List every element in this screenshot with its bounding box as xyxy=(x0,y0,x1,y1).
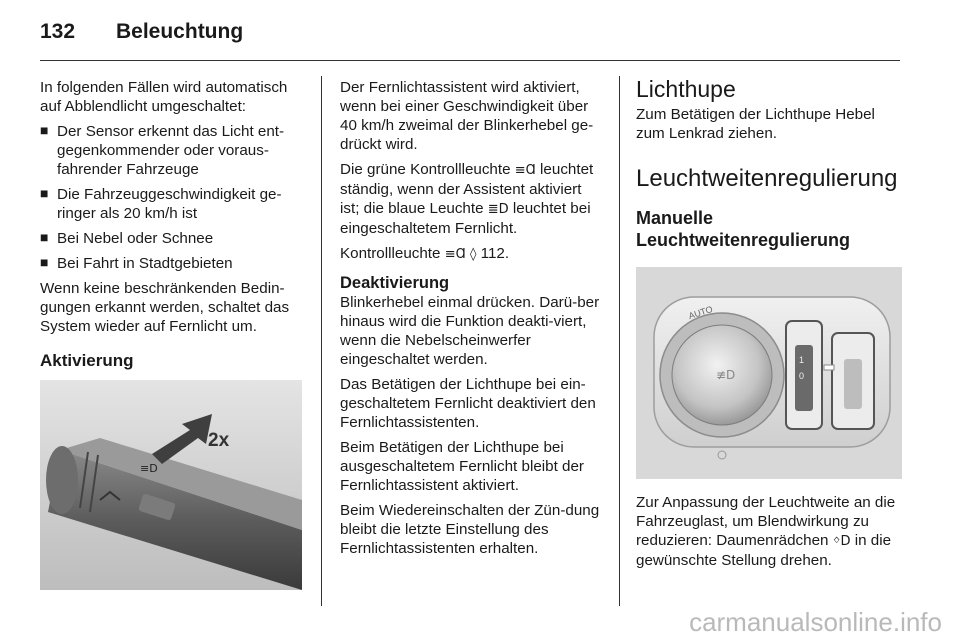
section-heading-aktivierung: Aktivierung xyxy=(40,351,134,370)
list-item-text: Bei Fahrt in Stadtgebieten xyxy=(57,255,233,272)
high-beam-icon: ≣D xyxy=(487,202,509,217)
bullet-icon: ■ xyxy=(40,185,49,201)
list-item-text: Der Sensor erkennt das Licht ent-gegenkommender oder voraus-fahrender Fahrzeuge xyxy=(57,123,285,178)
high-beam-assist-icon: ≡Ɑ xyxy=(444,247,466,262)
list-item xyxy=(40,185,304,223)
svg-text:1: 1 xyxy=(799,355,805,365)
bullet-icon: ■ xyxy=(40,254,49,270)
page-number: 132 xyxy=(40,20,76,43)
list-item-text: Bei Nebel oder Schnee xyxy=(57,230,214,247)
paragraph-ignition: Beim Wiedereinschalten der Zün-dung bleibt die letzte Einstellung des Fernlichtassistenten erhalten. xyxy=(340,502,600,557)
turn-signal-stalk-icon xyxy=(40,380,302,590)
intro-paragraph: In folgenden Fällen wird automatisch auf Abblendlicht umgeschaltet: xyxy=(40,79,288,115)
paragraph-lichthupe: Zum Betätigen der Lichthupe Hebel zum Lenkrad ziehen. xyxy=(636,106,875,142)
section-heading-lichthupe: Lichthupe xyxy=(636,76,736,102)
subheading-manual-line2: Leuchtweitenregulierung xyxy=(636,230,851,250)
watermark: carmanualsonline.info xyxy=(689,607,942,637)
column-1 xyxy=(40,78,304,590)
page-title: Beleuchtung xyxy=(116,20,244,43)
page-ref-icon: ◊ xyxy=(470,247,477,262)
section-heading-leuchtweite: Leuchtweitenregulierung xyxy=(636,165,898,192)
svg-text:≡D: ≡D xyxy=(140,462,158,475)
bullet-icon: ■ xyxy=(40,229,49,245)
stalk-illustration xyxy=(40,380,302,590)
header-rule xyxy=(40,60,900,61)
paragraph-deactivation: Blinkerhebel einmal drücken. Darü-ber hinaus wird die Funktion deakti-viert, wenn die Nebelscheinwerfer eingeschaltet werden. xyxy=(340,294,600,368)
paragraph-activation: Der Fernlichtassistent wird aktiviert, wenn bei einer Geschwindigkeit über 40 km/h zweimal der Blinkerhebel ge-drückt wird. xyxy=(340,79,594,153)
list-item xyxy=(40,254,304,273)
section-heading-deaktivierung: Deaktivierung xyxy=(340,274,450,292)
bullet-icon: ■ xyxy=(40,122,49,138)
leveling-wheel-icon: ᛜD xyxy=(832,534,851,549)
high-beam-assist-icon: ≡Ɑ xyxy=(514,163,536,178)
subheading-manual-line1: Manuelle xyxy=(636,208,714,228)
paragraph-flash-on: Das Betätigen der Lichthupe bei ein-geschaltetem Fernlicht deaktiviert den Fernlichtassistenten. xyxy=(340,376,596,431)
paragraph-reference: Kontrollleuchte ≡Ɑ ◊ 112. xyxy=(340,245,510,262)
paragraph-flash-off: Beim Betätigen der Lichthupe bei ausgeschaltetem Fernlicht bleibt der Fernlichtassistent aktiviert. xyxy=(340,439,584,494)
page-header xyxy=(40,20,900,60)
paragraph-indicator: Die grüne Kontrollleuchte ≡Ɑ leuchtet ständig, wenn der Assistent aktiviert ist; die blaue Leuchte ≣D leuchtet bei eingeschaltetem Fernlicht. xyxy=(340,161,594,237)
after-paragraph: Wenn keine beschränkenden Bedin-gungen erkannt werden, schaltet das System wieder auf Fernlicht um. xyxy=(40,280,290,335)
paragraph-leveling: Zur Anpassung der Leuchtweite an die Fahrzeuglast, um Blendwirkung zu reduzieren: Daumenrädchen ᛜD in die gewünschte Stellung drehen. xyxy=(636,494,896,569)
list-item xyxy=(40,122,304,179)
column-3 xyxy=(636,76,902,576)
svg-text:AUTO: AUTO xyxy=(687,303,714,322)
list-item xyxy=(40,229,304,248)
svg-text:0: 0 xyxy=(799,371,805,381)
column-divider-1 xyxy=(321,76,322,606)
svg-text:≢D: ≢D xyxy=(716,368,736,382)
condition-list xyxy=(40,122,304,273)
list-item-text: Die Fahrzeuggeschwindigkeit ge-ringer als 20 km/h ist xyxy=(57,186,282,222)
svg-text:2x: 2x xyxy=(208,430,230,451)
column-divider-2 xyxy=(619,76,620,606)
column-2 xyxy=(340,78,604,564)
light-switch-panel-icon xyxy=(636,267,902,479)
light-switch-illustration xyxy=(636,267,902,479)
